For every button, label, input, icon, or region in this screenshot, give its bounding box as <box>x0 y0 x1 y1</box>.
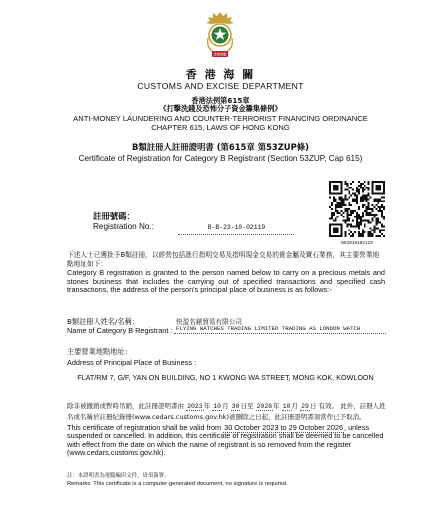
department-title-zh: 香 港 海 關 <box>185 68 256 81</box>
validity-en-tail: , unless suspended or cancelled. In addition, this certificate of registration shall be deemed to be cancelled with effect from the date on which the name of registrant is so removed from the register (www.cedars.customs.gov.hk). <box>67 423 384 458</box>
registration-underline <box>178 234 294 235</box>
validity-zh-tail: 有效。 此外，註冊人姓名或名稱於註冊紀錄冊(www.cedars.customs.gov.hk)被刪除之日起，此註冊證明書須當作已予取消。 <box>67 402 386 421</box>
intro-text-en: Category B registration is granted to the person named below to carry on a precious metals and stones business that includes the carrying out of specified transactions and specified cash transactions, the address of the person's principal place of business is as follows:- <box>67 268 385 295</box>
emblem-motto: 香港海關 <box>213 52 227 57</box>
ordinance-name-zh: 《打擊洗錢及恐怖分子資金籌集條例》 <box>159 104 282 113</box>
ordinance-chapter-en: CHAPTER 615, LAWS OF HONG KONG <box>151 123 290 132</box>
validity-zh-lead: 除非被撤銷或暫時吊銷，此註冊證明書由 <box>67 402 184 410</box>
registration-number: B-B-23-10-02119 <box>207 224 266 231</box>
address-label-zh: 主要營業地點地址： <box>67 347 132 356</box>
registration-label-zh: 註冊號碼： <box>93 211 135 221</box>
registration-label-en: Registration No.: <box>93 222 154 231</box>
registrant-label-en: Name of Category B Registrant : <box>67 326 173 335</box>
remarks-zh: 註：本證明書為電腦編印文件，毋須簽署。 <box>67 473 170 479</box>
month-char: 月 <box>222 402 229 410</box>
validity-text-en <box>67 424 387 458</box>
ordinance-chapter-zh: 香港法例第615章 <box>191 96 250 105</box>
certificate-title-en: Certificate of Registration for Category B Registrant (Section 53ZUP, Cap 615) <box>78 154 363 163</box>
certificate-title-zh: B類註冊人註冊證明書 (第615章 第53ZUP條) <box>132 142 309 152</box>
end-year: 2026 <box>256 403 273 410</box>
business-address: FLAT/RM 7, G/F, YAN ON BUILDING, NO 1 KWONG WA STREET, MONG KOK, KOWLOON <box>77 373 374 382</box>
registrant-name-en: FLYING WATCHES TRADING LIMITED TRADING AS LONDON WATCH <box>176 325 361 332</box>
address-label-en: Address of Principal Place of Business : <box>67 358 196 367</box>
qr-code-icon[interactable] <box>329 181 385 237</box>
day-char: 日 <box>309 402 317 410</box>
registrant-name-zh: 快盈名錶貿易有限公司 <box>176 318 242 326</box>
start-day: 30 <box>231 403 240 410</box>
department-title-en: CUSTOMS AND EXCISE DEPARTMENT <box>137 81 304 91</box>
start-month: 10 <box>213 403 222 410</box>
end-day: 29 <box>301 403 309 410</box>
intro-text-zh: 下述人士已獲批予B類註冊，以經營包括進行指明交易及指明現金交易的貴金屬及寶石業務，其主要營業地點地址如下： <box>67 251 380 268</box>
year-char: 年 <box>203 402 211 410</box>
registrant-label-zh: B類註冊人姓名/名稱： <box>67 317 140 326</box>
qr-code-number: B82019102119 <box>341 241 373 246</box>
year-char-2: 年 <box>273 402 280 410</box>
remarks-en: Remarks: This certificate is a computer-generated document, no signature is required. <box>67 481 288 487</box>
day-to-char: 日至 <box>240 402 254 410</box>
customs-emblem-icon <box>200 10 240 62</box>
registrant-underline <box>174 333 386 334</box>
end-month: 10 <box>282 403 291 410</box>
validity-text-zh <box>67 401 387 422</box>
validity-date-range: 30 October 2023 to 29 October 2026 <box>224 423 344 432</box>
validity-en-lead: This certificate of registration shall be valid from <box>67 423 222 432</box>
start-year: 2023 <box>187 403 203 410</box>
ordinance-name-en: ANTI-MONEY LAUNDERING AND COUNTER-TERRORIST FINANCING ORDINANCE <box>73 114 368 123</box>
month-char-2: 月 <box>291 402 299 410</box>
